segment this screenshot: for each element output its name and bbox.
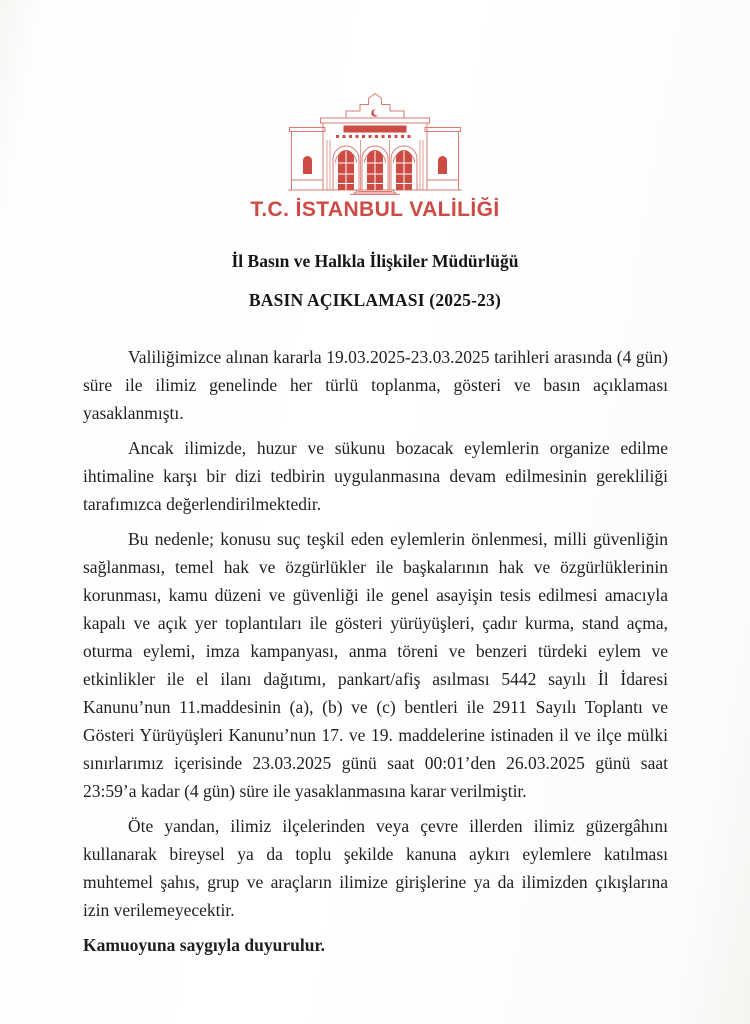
- closing-statement: Kamuoyuna saygıyla duyurulur.: [83, 935, 326, 955]
- crescent-icon: [371, 109, 380, 117]
- department-heading: İl Basın ve Halkla İlişkiler Müdürlüğü: [231, 251, 519, 271]
- press-release-title: BASIN AÇIKLAMASI (2025-23): [248, 290, 502, 310]
- governorship-logo: [0, 92, 750, 222]
- plaque: [344, 126, 407, 133]
- paragraph-new-ban-decision: Bu nedenle; konusu suç teşkil eden eylemlerin önlenmesi, milli güvenliğin sağlanması, temel hak ve özgürlükler ile başkalarının hak ve özgürlüklerinin korunması, kamu düzeni ve güvenliği ile genel asayişin tesis edilmesi amacıyla kapalı ve açık yer toplantıları ile gösteri yürüyüşleri, çadır kurma, stand açma, oturma eylemi, imza kampanyası, anma töreni ve benzeri türdeki eylem ve etkinlikler ile el ilanı dağıtımı, pankart/afiş asılması 5442 sayılı İl İdaresi Kanunu’nun 11.maddesinin (a), (b) ve (c) bentleri ile 2911 Sayılı Toplantı ve Gösteri Yürüyüşleri Kanunu’nun 17. ve 19. maddelerine istinaden il ve ilçe mülki sınırlarımız içerisinde 23.03.2025 günü saat 00:01’den 26.03.2025 günü saat 23:59’a kadar (4 gün) süre ile yasaklanmasına karar verilmiştir.: [83, 529, 668, 801]
- paragraph-ban-recap: Valiliğimizce alınan kararla 19.03.2025-23.03.2025 tarihleri arasında (4 gün) süre ile ilimiz genelinde her türlü toplanma, gösteri ve basın açıklaması yasaklanmıştı.: [83, 347, 668, 423]
- paragraph-measures: Ancak ilimizde, huzur ve sükunu bozacak eylemlerin organize edilme ihtimaline karşı bir dizi tedbirin uygulanmasına devam edilmesinin gerekliliği tarafımızca değerlendirilmektedir.: [83, 438, 668, 514]
- arch-windows: [338, 150, 412, 190]
- document-body: [83, 343, 668, 966]
- istanbul-governorship-building-icon: [285, 92, 465, 195]
- logo-title: T.C. İSTANBUL VALİLİĞİ: [250, 198, 500, 221]
- paragraph-entry-exit-restriction: Öte yandan, ilimiz ilçelerinden veya çevre illerden ilimiz güzergâhını kullanarak bireysel ya da toplu şekilde kanuna aykırı eylemlere katılması muhtemel şahıs, grup ve araçların ilimize girişlerine ya da ilimizden çıkışlarına izin verilemeyecektir.: [83, 816, 668, 920]
